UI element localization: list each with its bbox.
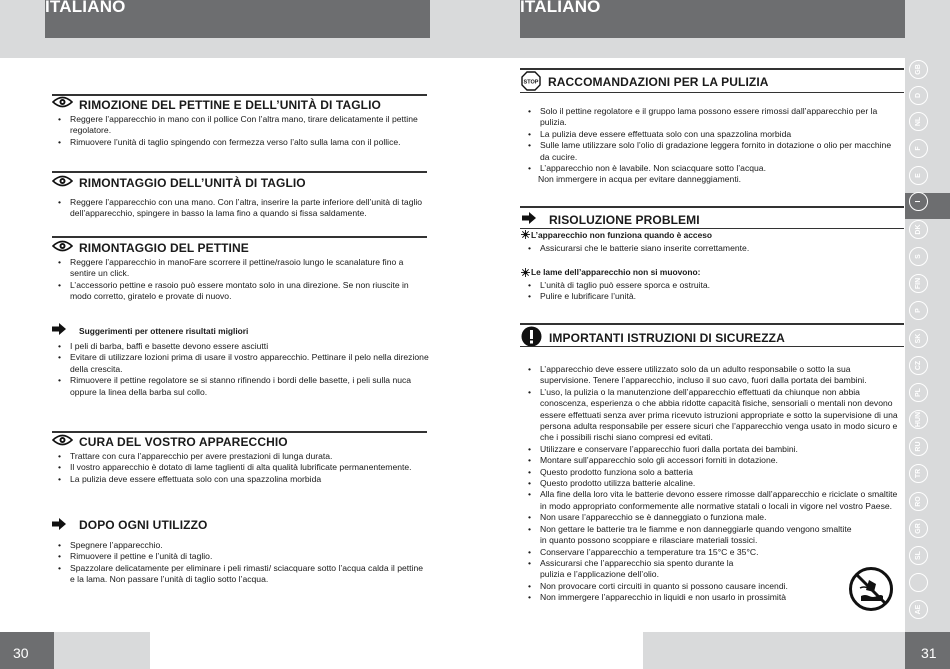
language-tab-pl[interactable]: PL bbox=[909, 383, 928, 402]
list-item: • Trattare con cura l’apparecchio per avere prestazioni di lunga durata. bbox=[53, 451, 429, 462]
list-item: • Reggere l’apparecchio in manoFare scorrere il pettine/rasoio lungo le scanalature fino a sentire un click. bbox=[53, 257, 429, 280]
list-rimozione bbox=[53, 114, 429, 148]
right-header: ITALIANO bbox=[520, 0, 905, 38]
list-item: • Montare sull’apparecchio solo gli accessori forniti in dotazione. bbox=[523, 455, 903, 466]
exclamation-icon bbox=[521, 326, 542, 347]
section-rule bbox=[520, 228, 904, 229]
list-item: • Rimuovere il pettine e l’unità di taglio. bbox=[53, 551, 429, 562]
section-title-rimontaggio-pettine: RIMONTAGGIO DEL PETTINE bbox=[79, 241, 249, 255]
section-rule bbox=[520, 68, 904, 70]
section-rule bbox=[52, 94, 427, 96]
section-title-rimontaggio-unita: RIMONTAGGIO DELL’UNITÀ DI TAGLIO bbox=[79, 176, 306, 190]
list-item: • Spegnere l’apparecchio. bbox=[53, 540, 429, 551]
list-item: • Il vostro apparecchio è dotato di lame taglienti di alta qualità lubrificate permanentemente. bbox=[53, 462, 429, 473]
problem-question-2: Le lame dell’apparecchio non si muovono: bbox=[531, 267, 701, 277]
list-item: • L’uso, la pulizia o la manutenzione dell’apparecchio effettuati da chiunque non abbia conoscenza, esperienza o che abbia ridotte capacità fisiche, sensoriali o mentali non devono essere effettuati senza aver prima ricevuto istruzioni appropriate e sotto la supervisione di una persona adulta responsabile per essere sicuri che l’apparecchio venga usato in modo sicuro e che i possibili rischi siano compresi ed evitati. bbox=[523, 387, 903, 444]
language-tab-f[interactable]: F bbox=[909, 139, 928, 158]
list-item: • L’unità di taglio può essere sporca e ostruita. bbox=[523, 280, 903, 291]
list-item: • Questo prodotto funziona solo a batteria bbox=[523, 467, 903, 478]
list-raccomandazioni bbox=[523, 106, 903, 186]
page-number-right: 31 bbox=[921, 645, 937, 661]
list-rimontaggio-unita bbox=[53, 197, 429, 220]
eye-icon bbox=[52, 96, 73, 108]
section-rule bbox=[520, 323, 904, 325]
list-answer-1 bbox=[523, 243, 903, 254]
list-item: • Non immergere l’apparecchio in liquidi e non usarlo in prossimità bbox=[523, 592, 840, 603]
section-title-raccomandazioni: RACCOMANDAZIONI PER LA PULIZIA bbox=[548, 75, 769, 89]
list-sicurezza bbox=[523, 364, 903, 604]
language-tab-i[interactable]: I bbox=[909, 192, 928, 211]
list-item: • Non gettare le batterie tra le fiamme e non danneggiarle quando vengono smaltite in quanto possono scoppiare e rilasciare materiali tossici. bbox=[523, 524, 855, 547]
list-item: • La pulizia deve essere effettuata solo con una spazzolina morbida bbox=[523, 129, 903, 140]
language-tab-sl[interactable]: SL bbox=[909, 546, 928, 565]
no-water-icon bbox=[848, 566, 894, 612]
list-item: • Rimuovere il pettine regolatore se si stanno rifinendo i bordi delle basette, i peli sulla nuca oppure la linea della barba sul collo. bbox=[53, 375, 429, 398]
stop-icon bbox=[521, 71, 541, 91]
list-cura bbox=[53, 451, 429, 485]
eye-icon bbox=[52, 434, 73, 446]
section-rule bbox=[520, 346, 904, 347]
list-item: • Alla fine della loro vita le batterie devono essere rimosse dall’apparecchio e riciclate o smaltite in modo appropriato conformemente alle normative statali o locali in vigore nel vostro Paese. bbox=[523, 489, 903, 512]
list-rimontaggio-pettine bbox=[53, 257, 429, 303]
page-number-left: 30 bbox=[13, 645, 29, 661]
list-item: • La pulizia deve essere effettuata solo con una spazzolina morbida bbox=[53, 474, 429, 485]
section-title-cura: CURA DEL VOSTRO APPARECCHIO bbox=[79, 435, 288, 449]
language-tab-ae[interactable]: AE bbox=[909, 600, 928, 619]
list-answer-2 bbox=[523, 280, 903, 303]
section-title-rimozione: RIMOZIONE DEL PETTINE E DELL’UNITÀ DI TAGLIO bbox=[79, 98, 381, 112]
language-tab-symbol[interactable] bbox=[909, 573, 928, 592]
list-item: • Spazzolare delicatamente per eliminare i peli rimasti/ sciacquare sotto l’acqua calda il pettine e la lama. Non passare l’unità di taglio sotto l’acqua. bbox=[53, 563, 429, 586]
section-rule bbox=[520, 92, 904, 93]
eye-icon bbox=[52, 240, 73, 252]
language-tab-d[interactable]: D bbox=[909, 86, 928, 105]
language-tab-fin[interactable]: FIN bbox=[909, 274, 928, 293]
language-tab-p[interactable]: P bbox=[909, 301, 928, 320]
sun-icon bbox=[521, 268, 530, 277]
language-tab-hun[interactable]: HUN bbox=[909, 410, 928, 429]
list-item: • L’apparecchio deve essere utilizzato solo da un adulto responsabile o sotto la sua supervisione. Tenere l’apparecchio, incluso il suo cavo, fuori dalla portata dei bambini. bbox=[523, 364, 903, 387]
list-item: • Non usare l’apparecchio se è danneggiato o funziona male. bbox=[523, 512, 855, 523]
arrow-right-icon bbox=[522, 212, 536, 224]
arrow-right-icon bbox=[52, 323, 66, 335]
list-item: • Sulle lame utilizzare solo l’olio di gradazione leggera fornito in dotazione o olio per macchine da cucire. bbox=[523, 140, 903, 163]
section-title-suggerimenti: Suggerimenti per ottenere risultati migliori bbox=[79, 326, 249, 336]
list-suggerimenti bbox=[53, 341, 429, 398]
list-item: • Evitare di utilizzare lozioni prima di usare il vostro apparecchio. Pettinare il pelo nella direzione della crescita. bbox=[53, 352, 429, 375]
list-item: • Rimuovere l’unità di taglio spingendo con fermezza verso l’alto sulla lama con il pollice. bbox=[53, 137, 429, 148]
list-item: • Conservare l’apparecchio a temperature tra 15°C e 35°C. bbox=[523, 547, 840, 558]
language-tab-e[interactable]: E bbox=[909, 166, 928, 185]
left-header: ITALIANO bbox=[45, 0, 430, 38]
list-item: • Questo prodotto utilizza batterie alcaline. bbox=[523, 478, 903, 489]
language-tab-cz[interactable]: CZ bbox=[909, 356, 928, 375]
list-item: • Pulire e lubrificare l’unità. bbox=[523, 291, 903, 302]
list-item: • Utilizzare e conservare l’apparecchio fuori dalla portata dei bambini. bbox=[523, 444, 903, 455]
language-tab-s[interactable]: S bbox=[909, 247, 928, 266]
svg-text:STOP: STOP bbox=[523, 79, 539, 86]
list-item: • I peli di barba, baffi e basette devono essere asciutti bbox=[53, 341, 429, 352]
list-item: • Non provocare corti circuiti in quanto si possono causare incendi. bbox=[523, 581, 840, 592]
list-item: • Reggere l’apparecchio con una mano. Con l’altra, inserire la parte inferiore dell’unità di taglio dell’apparecchio, spingere in basso la lama fino a quando si fissa saldamente. bbox=[53, 197, 429, 220]
arrow-right-icon bbox=[52, 518, 66, 530]
list-item: • L’apparecchio non è lavabile. Non sciacquare sotto l’acqua. bbox=[523, 163, 903, 174]
section-rule bbox=[52, 236, 427, 238]
language-tab-nl[interactable]: NL bbox=[909, 112, 928, 131]
list-dopo-utilizzo bbox=[53, 540, 429, 586]
list-item: • Assicurarsi che l’apparecchio sia spento durante la pulizia e l’applicazione dell’olio. bbox=[523, 558, 760, 581]
list-item: • Assicurarsi che le batterie siano inserite correttamente. bbox=[523, 243, 903, 254]
section-title-risoluzione: RISOLUZIONE PROBLEMI bbox=[549, 213, 700, 227]
section-title-dopo-utilizzo: DOPO OGNI UTILIZZO bbox=[79, 518, 208, 532]
language-tab-ro[interactable]: RO bbox=[909, 492, 928, 511]
language-tab-gr[interactable]: GR bbox=[909, 519, 928, 538]
list-item: Non immergere in acqua per evitare danneggiamenti. bbox=[538, 174, 742, 185]
list-item: • Reggere l’apparecchio in mano con il pollice Con l’altra mano, tirare delicatamente il pettine regolatore. bbox=[53, 114, 429, 137]
language-tab-dk[interactable]: DK bbox=[909, 220, 928, 239]
section-rule bbox=[52, 171, 427, 173]
footer-right bbox=[643, 632, 950, 669]
sun-icon bbox=[521, 230, 530, 239]
language-tab-gb[interactable]: GB bbox=[909, 60, 928, 79]
language-tab-sk[interactable]: SK bbox=[909, 329, 928, 348]
section-rule bbox=[520, 206, 904, 208]
list-item: • L’accessorio pettine e rasoio può essere montato solo in una direzione. Se non riuscite in modo corretto, giratelo e provate di nuovo. bbox=[53, 280, 429, 303]
language-tab-tr[interactable]: TR bbox=[909, 464, 928, 483]
eye-icon bbox=[52, 175, 73, 187]
problem-question-1: L’apparecchio non funziona quando è acceso bbox=[531, 230, 713, 240]
section-title-sicurezza: IMPORTANTI ISTRUZIONI DI SICUREZZA bbox=[549, 331, 785, 345]
list-item: • Solo il pettine regolatore e il gruppo lama possono essere rimossi dall’apparecchio per la pulizia. bbox=[523, 106, 903, 129]
language-tab-ru[interactable]: RU bbox=[909, 437, 928, 456]
section-rule bbox=[52, 431, 427, 433]
